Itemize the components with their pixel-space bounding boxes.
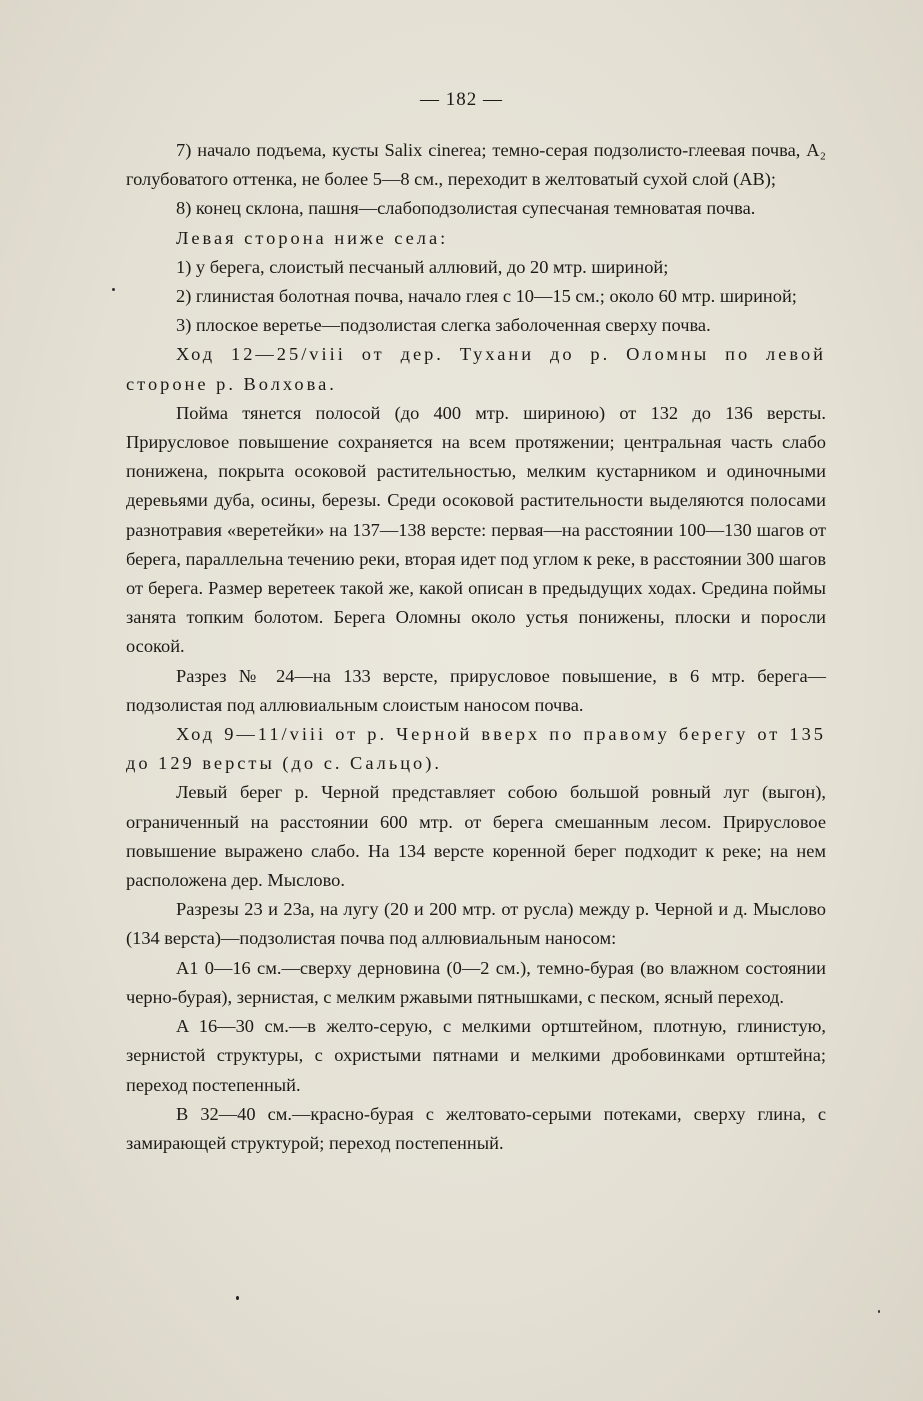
paragraph-left-bank: Левый берег р. Черной представляет собою большой ровный луг (выгон), ограниченный на расстоянии 600 мтр. от берега смешанным лесом. Прирусловое повышение выражено слабо. На 134 версте коренной берег подходит к реке; на нем расположена дер. Мыслово.	[126, 782, 826, 891]
route-heading-chernaya: Ход 9—11/viii от р. Черной вверх по правому берегу от 135 до 129 версты (до с. Сальцо).	[126, 724, 826, 774]
ink-speck	[878, 1310, 880, 1313]
paragraph-item-7: 7) начало подъема, кусты Salix cinerea; темно-серая подзолисто-глеевая почва, A₂ голубоватого оттенка, не более 5—8 см., переходит в желтоватый сухой слой (AB);	[126, 140, 826, 190]
margin-dot	[112, 288, 115, 291]
paragraph-left-item-3: 3) плоское веретье—подзолистая слегка заболоченная сверху почва.	[176, 315, 711, 336]
paragraph-item-8: 8) конец склона, пашня—слабоподзолистая супесчаная темноватая почва.	[176, 198, 756, 219]
paragraph-section-24: Разрез № 24—на 133 версте, прирусловое повышение, в 6 мтр. берега—подзолистая под аллювиальным слоистым наносом почва.	[126, 665, 826, 715]
ink-speck	[236, 1296, 239, 1300]
paragraph-horizon-b: B 32—40 см.—красно-бурая с желтовато-серыми потеками, сверху глина, с замирающей структурой; переход постепенный.	[126, 1103, 826, 1153]
paragraph-horizon-a1: A1 0—16 см.—сверху дерновина (0—2 см.), темно-бурая (во влажном состоянии черно-бурая), зернистая, с мелким ржавыми пятнышками, с песком, ясный переход.	[126, 957, 826, 1007]
paragraph-floodplain: Пойма тянется полосой (до 400 мтр. шириною) от 132 до 136 версты. Прирусловое повышение сохраняется на всем протяжении; центральная часть слабо понижена, покрыта осоковой растительностью, мелким кустарником и одиночными деревьями дуба, осины, березы. Среди осоковой растительности выделяются полосами разнотравия «веретейки» на 137—138 версте: первая—на расстоянии 100—130 шагов от берега, параллельна течению реки, вторая идет под углом к реке, в расстоянии 300 шагов от берега. Размер веретеек такой же, какой описан в предыдущих ходах. Средина поймы занята топким болотом. Берега Оломны около устья понижены, плоски и поросли осокой.	[126, 402, 826, 657]
route-heading-tukhani: Ход 12—25/viii от дер. Тухани до р. Оломны по левой стороне р. Волхова.	[126, 344, 826, 394]
paragraph-left-item-1: 1) у берега, слоистый песчаный аллювий, до 20 мтр. шириной;	[176, 256, 669, 277]
page-number: — 182 —	[420, 89, 503, 110]
paragraph-sections-23: Разрезы 23 и 23а, на лугу (20 и 200 мтр. от русла) между р. Черной и д. Мыслово (134 верста)—подзолистая почва под аллювиальным наносом:	[126, 899, 826, 949]
paragraph-horizon-a: A 16—30 см.—в желто-серую, с мелкими ортштейном, плотную, глинистую, зернистой структуры, с охристыми пятнами и мелкими дробовинками ортштейна; переход постепенный.	[126, 1016, 826, 1095]
section-left-side-heading: Левая сторона ниже села:	[176, 227, 449, 248]
body-text	[126, 136, 826, 1158]
paragraph-left-item-2: 2) глинистая болотная почва, начало глея с 10—15 см.; около 60 мтр. шириной;	[176, 286, 797, 307]
